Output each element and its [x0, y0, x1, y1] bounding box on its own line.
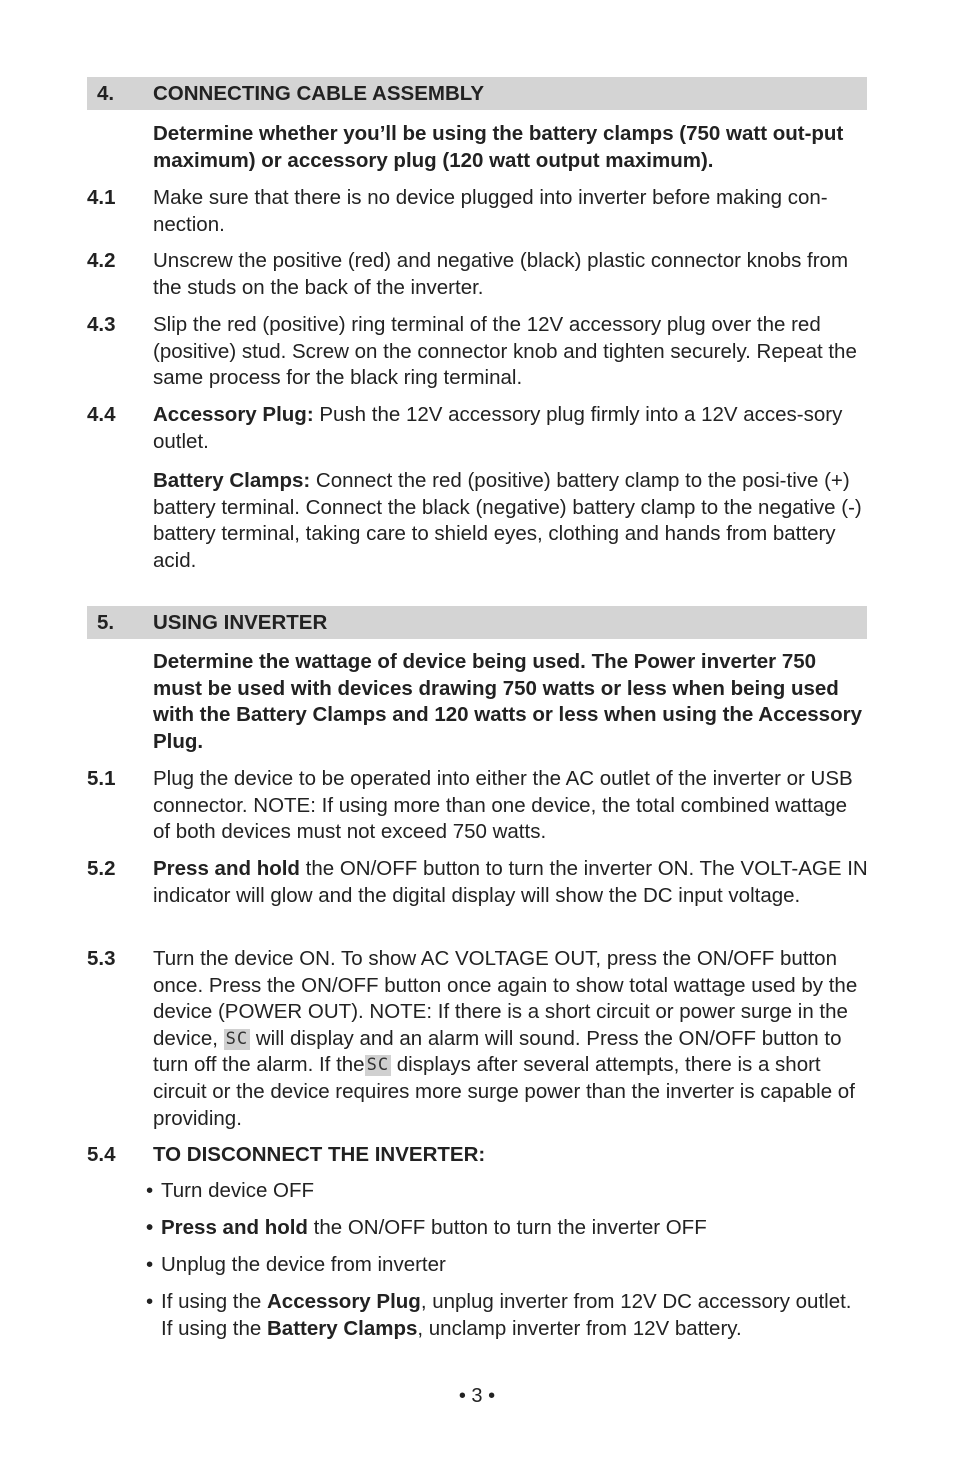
bullet-dot: •	[146, 1290, 154, 1313]
bullet-bold: Press and hold	[161, 1216, 308, 1239]
section-number: 4.	[97, 82, 115, 105]
step-text	[153, 856, 869, 909]
bullet-dot: •	[146, 1179, 154, 1202]
bullet-text-part: , unplug inverter from 12V DC accessory outlet. If using the	[161, 1290, 852, 1340]
section-4-intro: Determine whether you’ll be using the battery clamps (750 watt out-put maximum) or accessory plug (120 watt output maximum).	[153, 122, 844, 172]
step-text	[153, 946, 869, 1132]
bullet-text: Unplug the device from inverter	[161, 1253, 446, 1276]
sc-display-code: SC	[225, 1028, 249, 1049]
step-text-body: the ON/OFF button to turn the inverter ON. The VOLT-AGE IN indicator will glow and the digital display will show the DC input voltage.	[153, 857, 868, 907]
bullet-bold: Battery Clamps	[266, 1316, 418, 1340]
bullet-text-body: the ON/OFF button to turn the inverter OFF	[307, 1216, 707, 1239]
bullet-text	[161, 1289, 866, 1342]
step-text-part: displays after several attempts, there is a short circuit or the device requires more surge power than the inverter is capable of providing.	[153, 1053, 855, 1130]
section-5-header	[87, 606, 867, 639]
step-bold-label: Accessory Plug:	[153, 403, 314, 426]
step-text: Unscrew the positive (red) and negative (black) plastic connector knobs from the studs on the back of the inverter.	[153, 249, 849, 299]
bullet-text-part: , unclamp inverter from 12V battery.	[417, 1316, 742, 1340]
bullet-dot: •	[146, 1216, 154, 1239]
step-text: Slip the red (positive) ring terminal of the 12V accessory plug over the red (positive) stud. Screw on the connector knob and tighten securely. Repeat the same process for the black ring terminal.	[153, 313, 857, 390]
step-number: 5.1	[87, 767, 116, 790]
step-number: 5.3	[87, 947, 116, 970]
page-number: • 3 •	[458, 1385, 496, 1407]
section-title: USING INVERTER	[153, 611, 328, 634]
battery-clamps-paragraph	[153, 468, 869, 574]
step-text-part: will display and an alarm will sound. Press the ON/OFF button to turn off the alarm. If the	[153, 1026, 842, 1077]
bullet-dot: •	[146, 1253, 154, 1276]
bullet-text	[161, 1215, 866, 1242]
step-number: 4.4	[87, 403, 116, 426]
step-text	[153, 402, 869, 455]
bullet-text: Turn device OFF	[161, 1179, 315, 1202]
bullet-text-part: If using the	[161, 1290, 267, 1313]
step-number: 4.2	[87, 249, 116, 272]
section-5-intro: Determine the wattage of device being used. The Power inverter 750 must be used with devices drawing 750 watts or less when being used with the Battery Clamps and 120 watts or less when using the Accessory Plug.	[153, 650, 862, 753]
step-text: Make sure that there is no device plugged into inverter before making con-nection.	[153, 186, 828, 236]
sc-display-code: SC	[366, 1055, 390, 1076]
step-number: 5.2	[87, 857, 116, 880]
step-heading: TO DISCONNECT THE INVERTER:	[153, 1143, 486, 1166]
step-number: 4.3	[87, 313, 116, 336]
section-title: CONNECTING CABLE ASSEMBLY	[153, 82, 485, 105]
battery-clamps-label: Battery Clamps:	[153, 469, 311, 492]
step-number: 5.4	[87, 1143, 116, 1166]
battery-clamps-text: Connect the red (positive) battery clamp to the posi-tive (+) battery terminal. Connect the black (negative) battery clamp to the negative (-) battery terminal, taking care to shield eyes, clothing and hands from battery acid.	[153, 469, 862, 572]
section-number: 5.	[97, 611, 115, 634]
step-text-part: Turn the device ON. To show AC VOLTAGE OUT, press the ON/OFF button once. Press the ON/OFF button once again to show total wattage used by the device (POWER OUT). NOTE: If there is a short circuit or power surge in the device,	[153, 947, 858, 1050]
bullet-bold: Accessory Plug	[266, 1290, 421, 1313]
section-4-header	[87, 77, 867, 110]
step-text: Plug the device to be operated into either the AC outlet of the inverter or USB connector. NOTE: If using more than one device, the total combined wattage of both devices must not exceed 750 watts.	[153, 767, 853, 844]
step-bold-label: Press and hold	[153, 857, 300, 880]
step-text-body: Push the 12V accessory plug firmly into a 12V acces-sory outlet.	[153, 403, 843, 453]
step-number: 4.1	[87, 186, 116, 209]
